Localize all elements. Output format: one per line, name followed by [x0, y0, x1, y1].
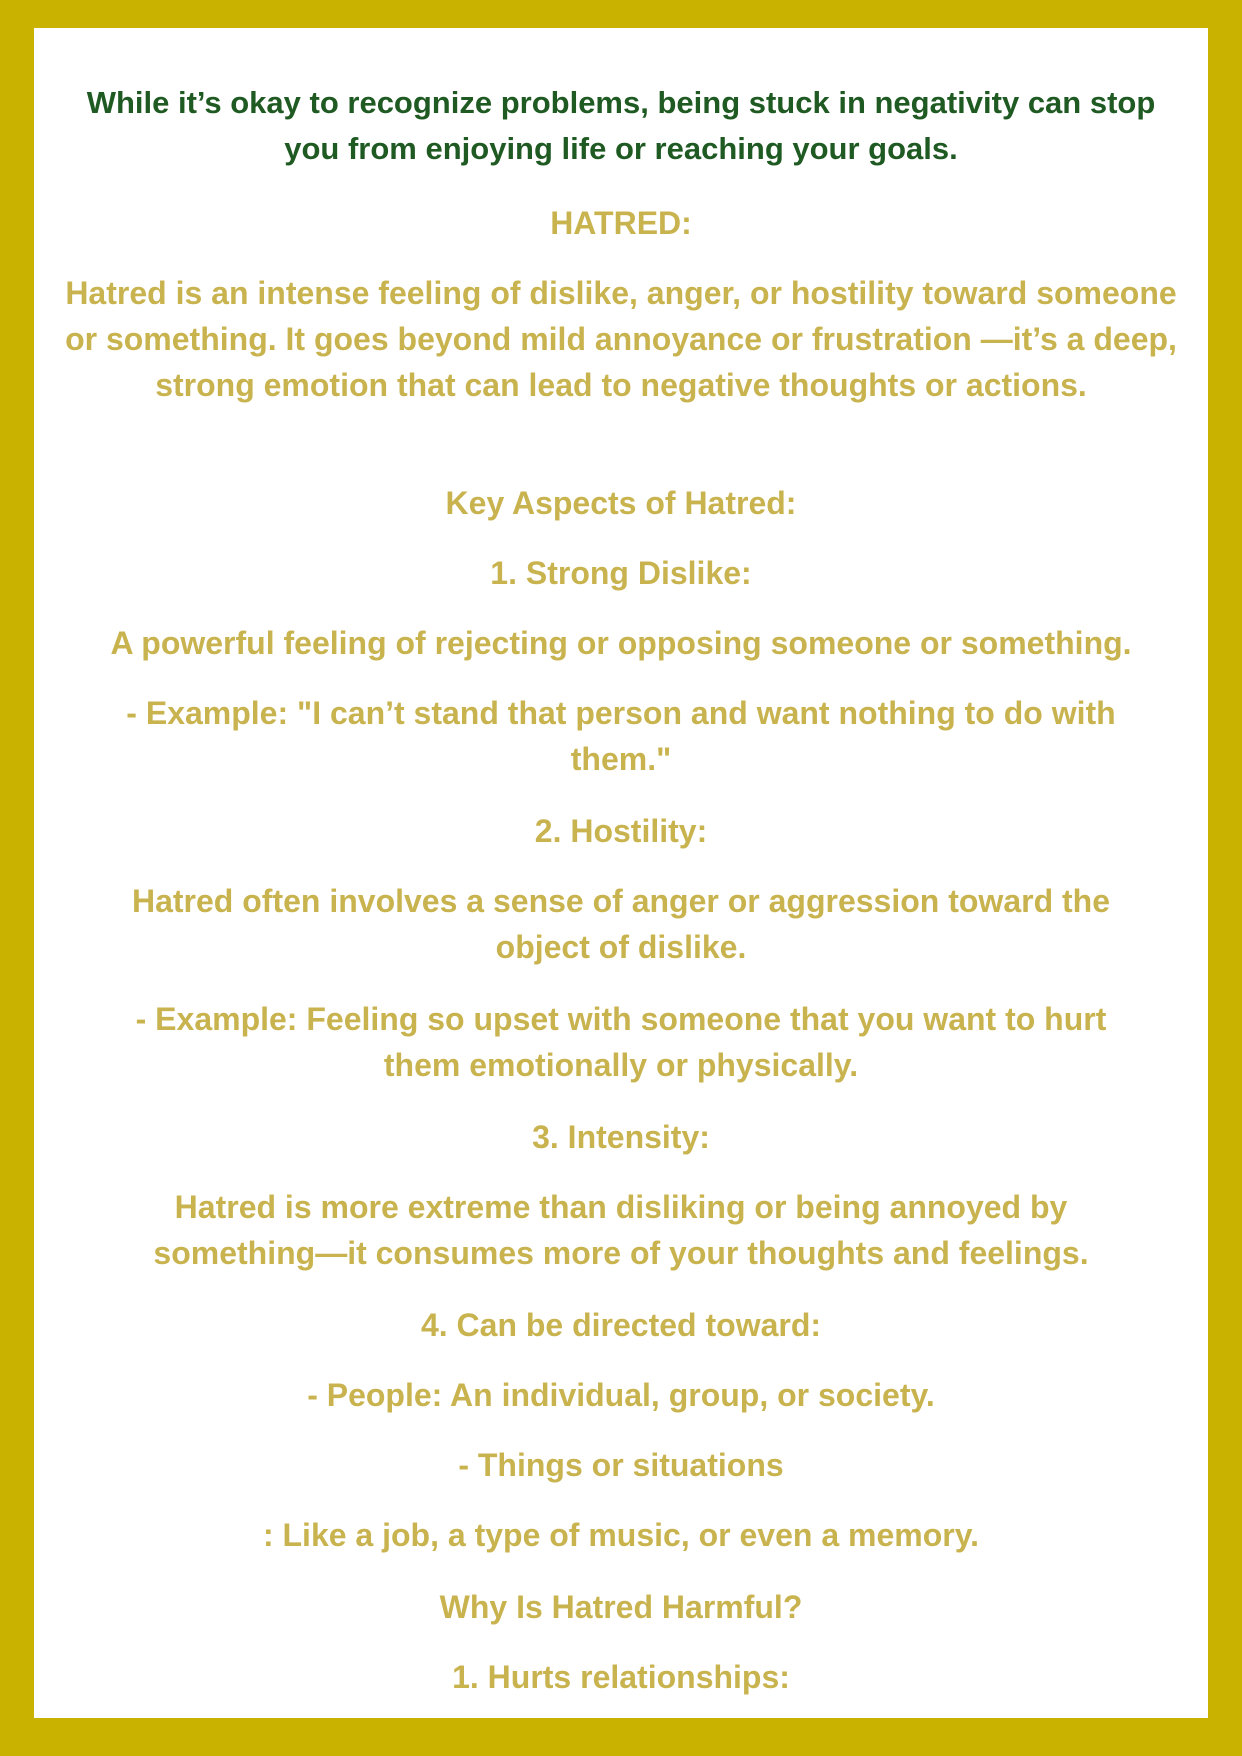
harmful-1-title: 1. Hurts relationships:: [452, 1659, 790, 1695]
document-page: [34, 28, 1208, 1718]
key-aspects-heading: Key Aspects of Hatred:: [445, 485, 797, 521]
hatred-definition: Hatred is an intense feeling of dislike, anger, or hostility toward someone or something. It goes beyond mild annoyance or frustration —it’s a deep, strong emotion that can lead to negative thoughts or actions.: [65, 275, 1177, 403]
aspect-1-text: A powerful feeling of rejecting or opposing someone or something.: [110, 625, 1132, 661]
aspect-2-title: 2. Hostility:: [534, 813, 708, 849]
aspect-4-things: - Things or situations: [458, 1447, 784, 1483]
harmful-heading: Why Is Hatred Harmful?: [439, 1589, 803, 1625]
aspect-2-text: Hatred often involves a sense of anger or aggression toward the object of dislike.: [131, 883, 1110, 965]
aspect-1-example: - Example: "I can’t stand that person and want nothing to do with them.": [126, 695, 1116, 777]
aspect-3-text: Hatred is more extreme than disliking or being annoyed by something—it consumes more of your thoughts and feelings.: [153, 1189, 1089, 1271]
aspect-1-title: 1. Strong Dislike:: [490, 555, 752, 591]
aspect-4-people: - People: An individual, group, or society.: [307, 1377, 935, 1413]
aspect-4-title: 4. Can be directed toward:: [420, 1307, 822, 1343]
hatred-heading: HATRED:: [550, 205, 692, 241]
aspect-3-title: 3. Intensity:: [532, 1119, 710, 1155]
aspect-2-example: - Example: Feeling so upset with someone that you want to hurt them emotionally or physically.: [135, 1001, 1107, 1083]
aspect-4-things-detail: : Like a job, a type of music, or even a memory.: [262, 1517, 980, 1553]
intro-paragraph: While it’s okay to recognize problems, being stuck in negativity can stop you from enjoying life or reaching your goals.: [86, 85, 1156, 166]
